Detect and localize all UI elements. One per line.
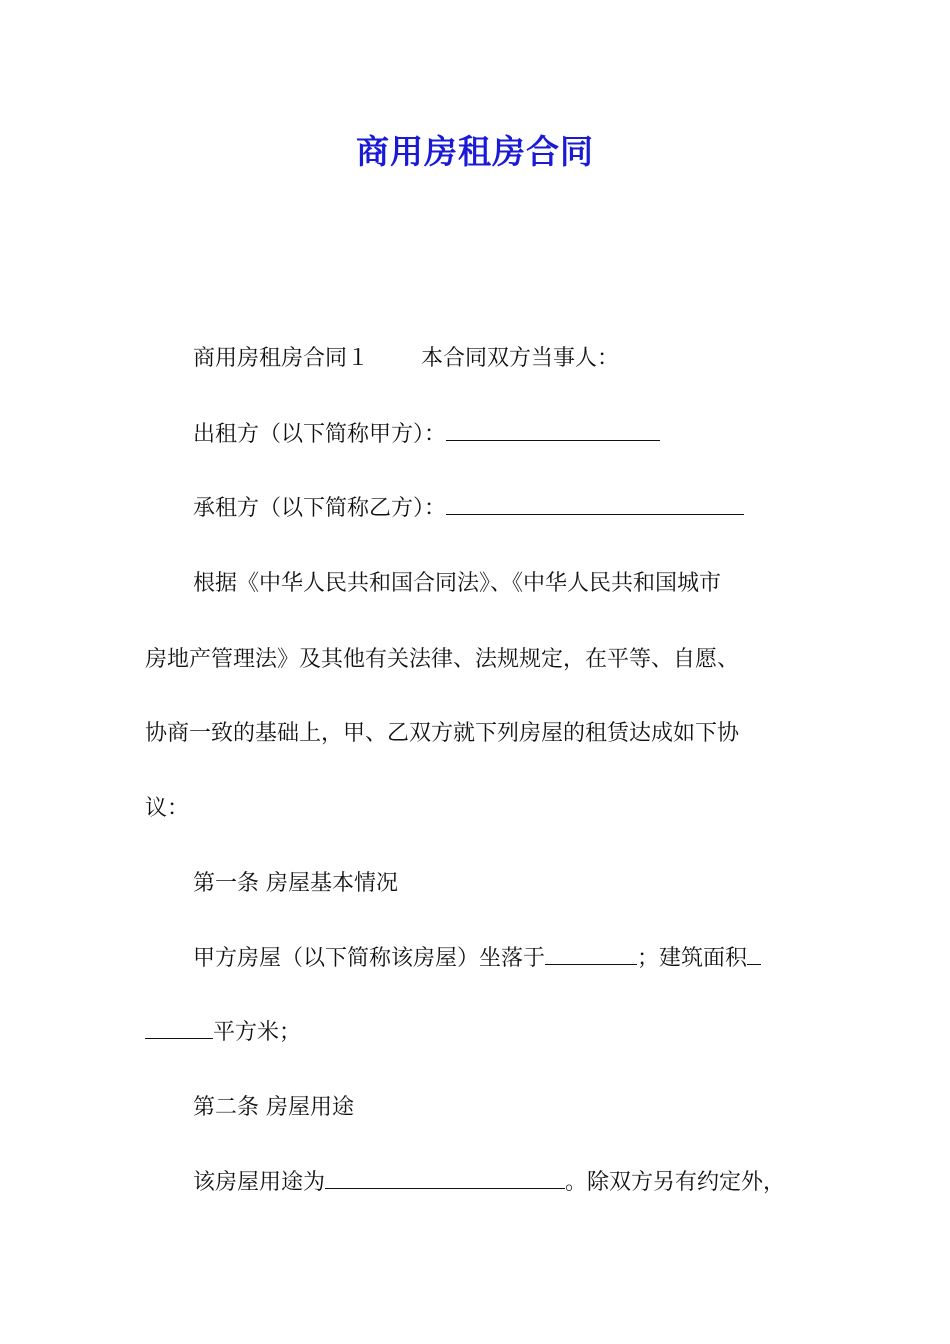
usage-line: 该房屋用途为 。除双方另有约定外， <box>193 1170 786 1195</box>
area-line: 平方米； <box>145 1018 301 1048</box>
parties-heading: 本合同双方当事人： <box>421 346 620 371</box>
lessor-label: 出租方（以下简称甲方）： <box>193 422 447 447</box>
area-blank-continued <box>145 1018 213 1039</box>
document-title: 商用房租房合同 <box>356 132 594 171</box>
location-blank <box>545 944 637 965</box>
lessor-line <box>193 420 660 450</box>
article-heading: 第一条 房屋基本情况 <box>193 871 398 896</box>
lessee-blank <box>446 494 744 515</box>
contract-number: 商用房租房合同１ <box>193 346 370 371</box>
usage-blank <box>325 1168 565 1189</box>
area-blank <box>747 944 761 965</box>
contract-intro-line <box>193 344 619 374</box>
paragraph-line: 协商一致的基础上，甲、乙双方就下列房屋的租赁达成如下协 <box>145 721 740 746</box>
location-line: 甲方房屋（以下简称该房屋）坐落于 ；建筑面积 <box>193 944 761 974</box>
paragraph-line: 房地产管理法》及其他有关法律、法规规定，在平等、自愿、 <box>145 647 740 672</box>
lessor-blank <box>446 420 660 441</box>
paragraph-line: 议： <box>145 796 190 821</box>
paragraph-line: 根据《中华人民共和国合同法》、《中华人民共和国城市 <box>193 571 722 596</box>
article-heading: 第二条 房屋用途 <box>193 1095 354 1120</box>
lessee-line <box>193 494 744 524</box>
lessee-label: 承租方（以下简称乙方）： <box>193 496 447 521</box>
